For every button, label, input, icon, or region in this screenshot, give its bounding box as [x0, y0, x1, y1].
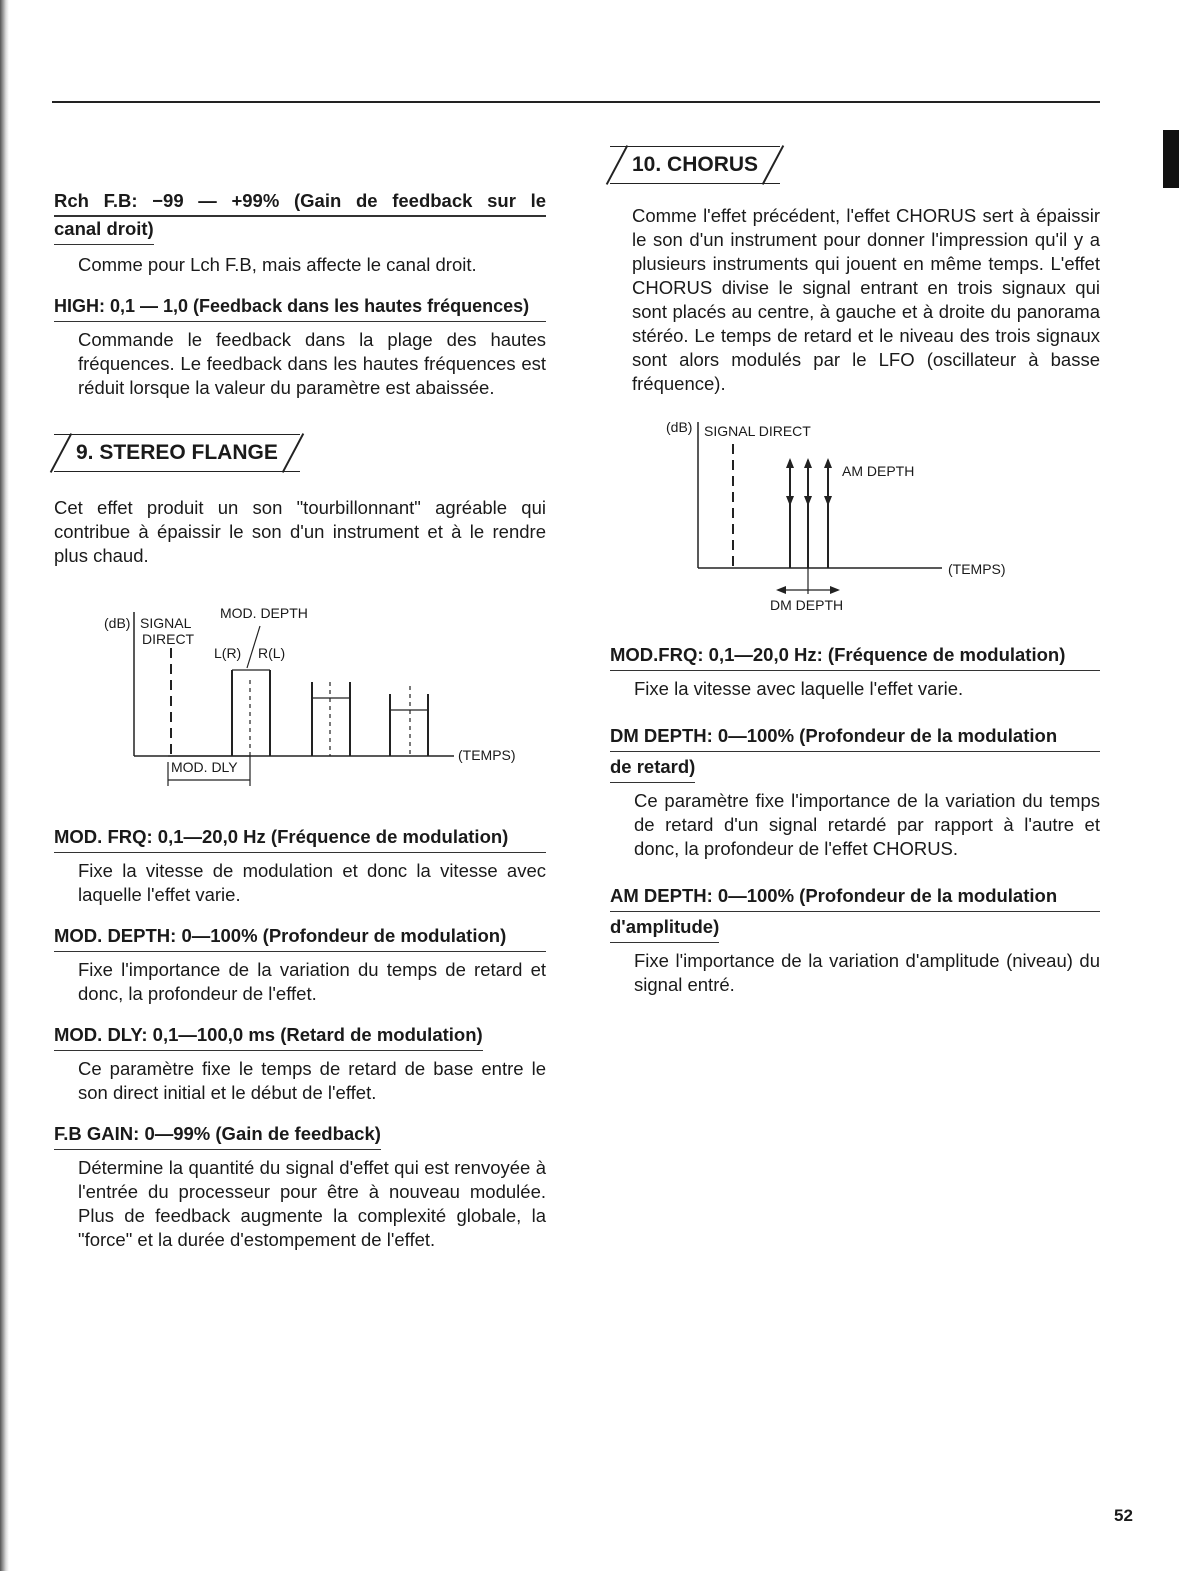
section-title-text: 10. CHORUS	[632, 153, 759, 176]
am-depth-label: AM DEPTH	[842, 463, 915, 479]
header-rule	[52, 101, 1100, 103]
param-heading: MOD. FRQ: 0,1—20,0 Hz (Fréquence de modulation)	[54, 822, 546, 853]
param-body: Fixe la vitesse de modulation et donc la vitesse avec laquelle l'effet varie.	[78, 860, 546, 905]
param-dm-depth	[610, 721, 1100, 861]
param-body: Fixe la vitesse avec laquelle l'effet varie.	[634, 678, 964, 699]
db-label: (dB)	[666, 419, 693, 435]
param-heading	[54, 186, 546, 216]
mod-dly-label: MOD. DLY	[171, 759, 238, 775]
right-column	[610, 146, 1100, 1011]
param-mod-frq	[54, 822, 546, 907]
section-edge-tab	[1163, 130, 1179, 188]
title-slash-right	[762, 145, 784, 185]
param-body: Commande le feedback dans la plage des hautes fréquences. Le feedback dans les hautes fréquences est réduit lorsque la valeur du paramètre est abaissée.	[78, 329, 546, 398]
param-heading-cont: de retard)	[610, 752, 695, 783]
param-heading: AM DEPTH: 0—100% (Profondeur de la modulation	[610, 881, 1100, 912]
temps-label: (TEMPS)	[458, 747, 516, 763]
param-body: Comme pour Lch F.B, mais affecte le canal droit.	[78, 254, 477, 275]
param-heading: F.B GAIN: 0—99% (Gain de feedback)	[54, 1119, 381, 1150]
lr-label: L(R)	[214, 645, 242, 661]
left-column	[54, 186, 546, 1266]
title-slash-left	[606, 145, 628, 185]
param-body: Fixe l'importance de la variation du temps de retard et donc, la profondeur de l'effet.	[78, 959, 546, 1004]
param-mod-frq	[610, 640, 1100, 701]
rl-label: R(L)	[258, 645, 286, 661]
param-body: Fixe l'importance de la variation d'amplitude (niveau) du signal entré.	[634, 950, 1100, 995]
param-body: Ce paramètre fixe le temps de retard de base entre le son direct initial et le début de l'effet.	[78, 1058, 546, 1103]
mod-depth-label: MOD. DEPTH	[220, 605, 308, 621]
dm-depth-label: DM DEPTH	[770, 597, 844, 613]
param-heading: MOD. DLY: 0,1—100,0 ms (Retard de modulation)	[54, 1020, 483, 1051]
param-heading: HIGH: 0,1 — 1,0 (Feedback dans les hautes fréquences)	[54, 291, 546, 322]
section-title-text: 9. STEREO FLANGE	[76, 441, 278, 464]
signal-direct-label: SIGNAL DIRECT	[704, 423, 811, 439]
param-heading-cont: canal droit)	[54, 214, 154, 245]
param-mod-dly	[54, 1020, 546, 1105]
section-intro: Comme l'effet précédent, l'effet CHORUS sert à épaissir le son d'un instrument pour donner l'impression qu'il y a plusieurs instruments qui jouent en même temps. L'effet CHORUS divise le signal entrant en trois signaux qui sont placés au centre, à gauche et à droite du panorama stéréo. Le temps de retard et le niveau des trois signaux sont alors modulés par le LFO (oscillateur à basse fréquence).	[632, 205, 1100, 394]
param-body: Détermine la quantité du signal d'effet qui est renvoyée à l'entrée du processeur pour être à nouveau modulée. Plus de feedback augmente la complexité globale, la "force" et la durée d'estompement de l'effet.	[78, 1157, 546, 1250]
param-high	[54, 291, 546, 400]
param-mod-depth	[54, 921, 546, 1006]
param-heading: DM DEPTH: 0—100% (Profondeur de la modulation	[610, 721, 1100, 752]
section-intro: Cet effet produit un son "tourbillonnant" agréable qui contribue à épaissir le son d'un instrument et à le rendre plus chaud.	[54, 497, 546, 566]
page-number: 52	[1114, 1506, 1133, 1525]
section-stereo-flange	[54, 434, 546, 568]
param-am-depth	[610, 881, 1100, 997]
binding-edge	[0, 0, 9, 1571]
section-chorus	[610, 146, 1100, 396]
db-label: (dB)	[104, 615, 131, 631]
stereo-flange-diagram	[54, 590, 546, 790]
heading-underline	[54, 215, 546, 217]
param-heading-text: Rch F.B: −99 — +99% (Gain de feedback sur le	[54, 190, 546, 211]
title-slash-left	[50, 433, 72, 473]
temps-label: (TEMPS)	[948, 561, 1006, 577]
flange-params	[54, 822, 546, 1252]
param-heading-cont: d'amplitude)	[610, 912, 719, 943]
param-body: Ce paramètre fixe l'importance de la variation du temps de retard d'un signal retardé par rapport à l'autre et donc, la profondeur de l'effet CHORUS.	[634, 790, 1100, 859]
section-title	[54, 434, 300, 472]
section-title	[610, 146, 780, 184]
param-fb-gain	[54, 1119, 546, 1252]
chorus-diagram	[610, 418, 1100, 618]
param-heading: MOD.FRQ: 0,1—20,0 Hz: (Fréquence de modulation)	[610, 640, 1100, 671]
title-slash-right	[282, 433, 304, 473]
param-rch-fb	[54, 186, 546, 277]
signal-label: SIGNAL	[140, 615, 192, 631]
chorus-params	[610, 640, 1100, 997]
param-heading: MOD. DEPTH: 0—100% (Profondeur de modulation)	[54, 921, 546, 952]
direct-label: DIRECT	[142, 631, 195, 647]
